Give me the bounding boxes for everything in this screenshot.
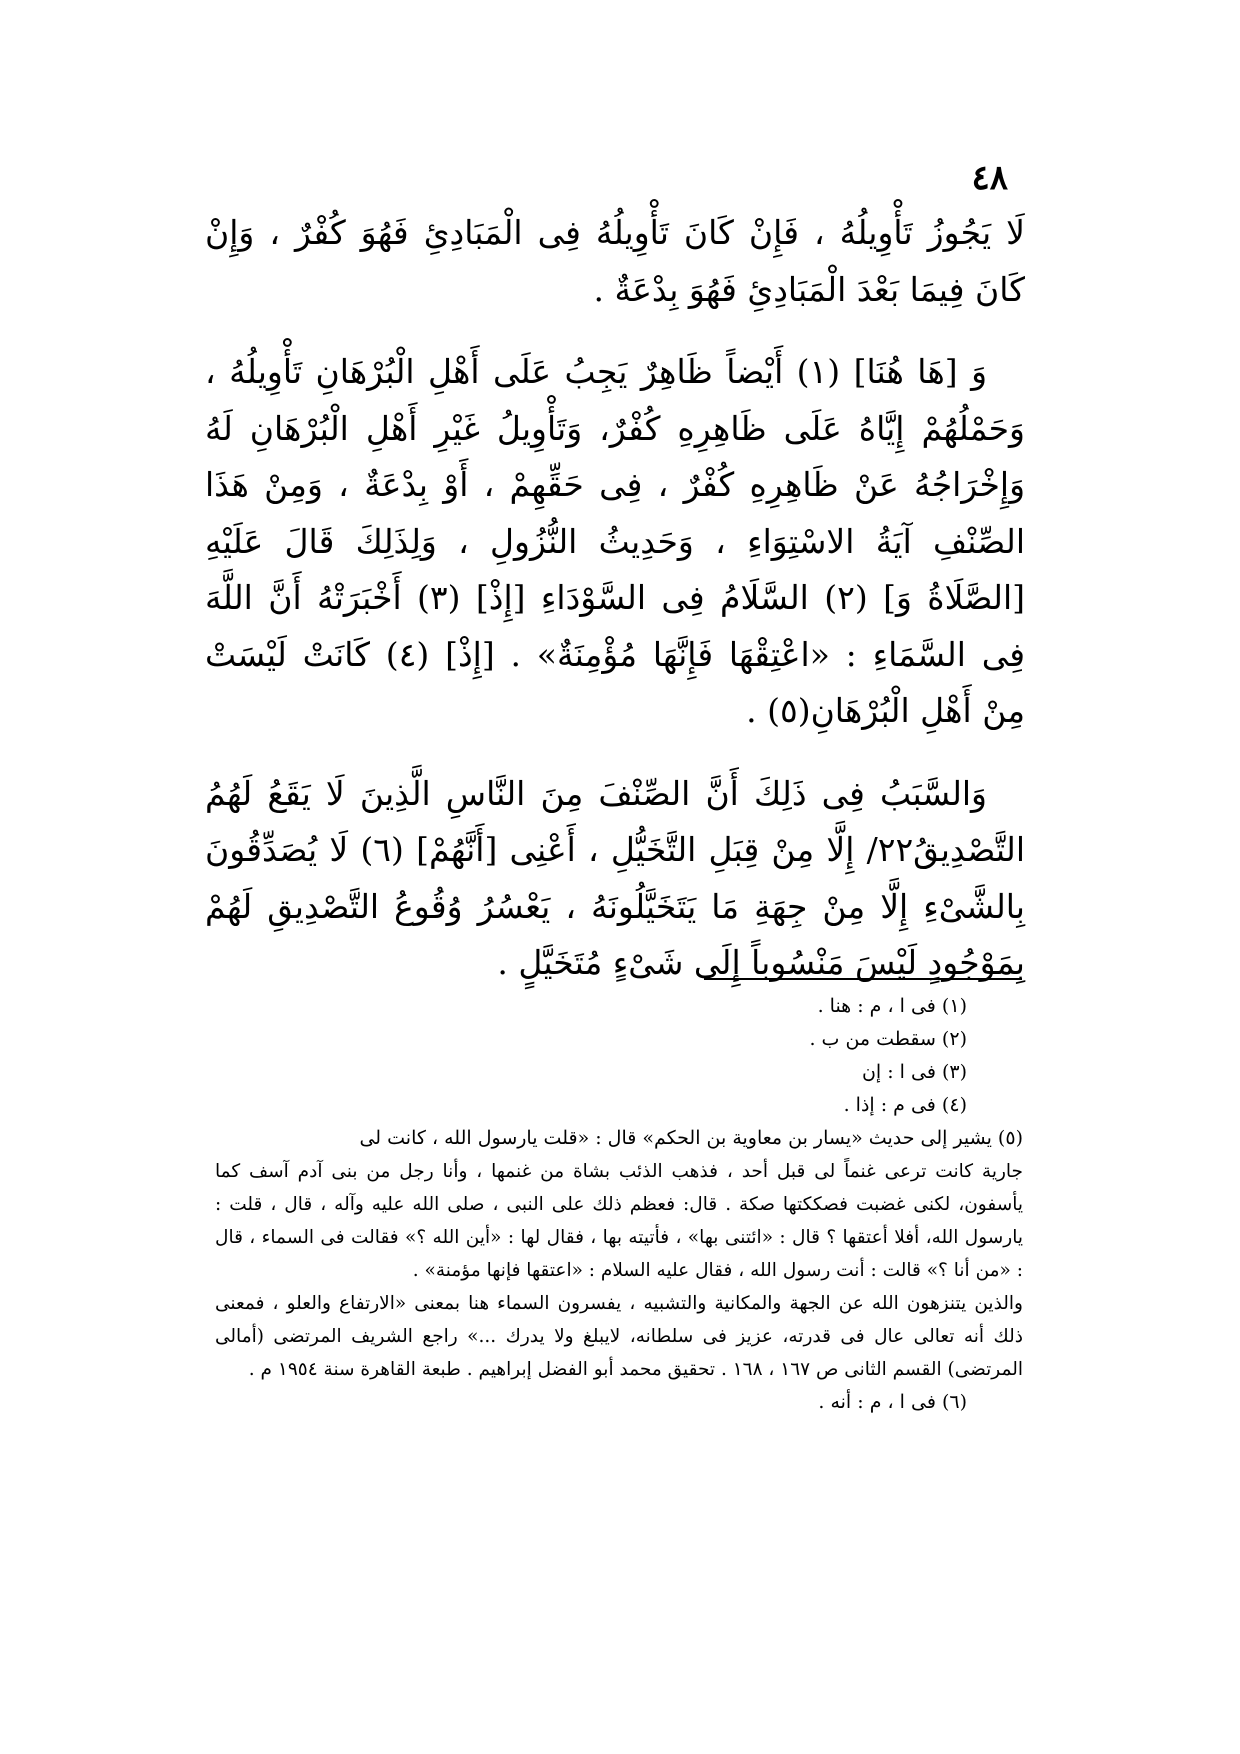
footnotes xyxy=(215,990,1023,1419)
footnote-4: (٤) فى م : إذا . xyxy=(843,1094,967,1116)
footnote-3: (٣) فى ا : إن xyxy=(861,1061,967,1083)
footnote-1: (١) فى ا ، م : هنا . xyxy=(817,995,967,1017)
footnote-2: (٢) سقطت من ب . xyxy=(809,1028,967,1050)
footnote-5 xyxy=(215,1122,1023,1386)
footnote-5-body-2: والذين يتنزهون الله عن الجهة والمكانية والتشبيه ، يفسرون السماء هنا بمعنى «الارتفاع والعلو ، فمعنى ذلك أنه تعالى عال فى قدرته، عزيز فى سلطانه، لايبلغ ولا يدرك ...» راجع الشريف المرتضى (أمالى المرتضى) القسم الثانى ص ١٦٧ ، ١٦٨ . تحقيق محمد أبو الفضل إبراهيم . طبعة القاهرة سنة ١٩٥٤ م . xyxy=(215,1293,1023,1380)
paragraph-2: وَ [هَا هُنَا] (١) أَيْضاً ظَاهِرٌ يَجِبُ عَلَى أَهْلِ الْبُرْهَانِ تَأْوِيلُهُ ، وَحَمْلُهُمْ إِيَّاهُ عَلَى ظَاهِرِهِ كُفْرٌ، وَتَأْوِيلُ غَيْرِ أَهْلِ الْبُرْهَانِ لَهُ وَإِخْرَاجُهُ عَنْ ظَاهِرِهِ كُفْرٌ ، فِى حَقِّهِمْ ، أَوْ بِدْعَةٌ ، وَمِنْ هَذَا الصِّنْفِ آيَةُ الاسْتِوَاءِ ، وَحَدِيثُ النُّزُولِ ، وَلِذَلِكَ قَالَ عَلَيْهِ [الصَّلَاةُ وَ] (٢) السَّلَامُ فِى السَّوْدَاءِ [إِذْ] (٣) أَخْبَرَتْهُ أَنَّ اللَّهَ فِى السَّمَاءِ : «اعْتِقْهَا فَإِنَّهَا مُؤْمِنَةٌ» . [إِذْ] (٤) كَانَتْ لَيْسَتْ مِنْ أَهْلِ الْبُرْهَانِ(٥) . xyxy=(205,352,1026,730)
main-text xyxy=(205,205,1025,992)
paragraph-3: وَالسَّبَبُ فِى ذَلِكَ أَنَّ الصِّنْفَ مِنَ النَّاسِ الَّذِينَ لَا يَقَعُ لَهُمُ التَّصْدِيقُ٢٢/ إِلَّا مِنْ قِبَلِ التَّخَيُّلِ ، أَعْنِى [أَنَّهُمْ] (٦) لَا يُصَدِّقُونَ بِالشَّىْءِ إِلَّا مِنْ جِهَةِ مَا يَتَخَيَّلُونَهُ ، يَعْسُرُ وُقُوعُ التَّصْدِيقِ لَهُمْ بِمَوْجُودٍ لَيْسَ مَنْسُوباً إِلَى شَىْءٍ مُتَخَيَّلٍ . xyxy=(205,773,1025,982)
footnote-5-head: (٥) يشير إلى حديث «يسار بن معاوية بن الحكم» قال : «قلت يارسول الله ، كانت لى xyxy=(359,1127,1023,1149)
footnote-separator xyxy=(704,978,1022,980)
footnote-6: (٦) فى ا ، م : أنه . xyxy=(818,1391,967,1413)
paragraph-1: لَا يَجُوزُ تَأْوِيلُهُ ، فَإِنْ كَانَ تَأْوِيلُهُ فِى الْمَبَادِئِ فَهُوَ كُفْرٌ ، وَإِنْ كَانَ فِيمَا بَعْدَ الْمَبَادِئِ فَهُوَ بِدْعَةٌ . xyxy=(205,213,1025,309)
page-number: ٤٨ xyxy=(971,158,1008,198)
footnote-5-body: جارية كانت ترعى غنماً لى قبل أحد ، فذهب الذئب بشاة من غنمها ، وأنا رجل من بنى آدم آسف كما يأسفون، لكنى غضبت فصككتها صكة . قال: فعظم ذلك على النبى ، صلى الله عليه وآله ، قال ، قلت : يارسول الله، أفلا أعتقها ؟ قال : «ائتنى بها» ، فأتيته بها ، فقال لها : «أين الله ؟» فقالت فى السماء ، قال : «من أنا ؟» قالت : أنت رسول الله ، فقال عليه السلام : «اعتقها فإنها مؤمنة» . xyxy=(215,1161,1023,1281)
